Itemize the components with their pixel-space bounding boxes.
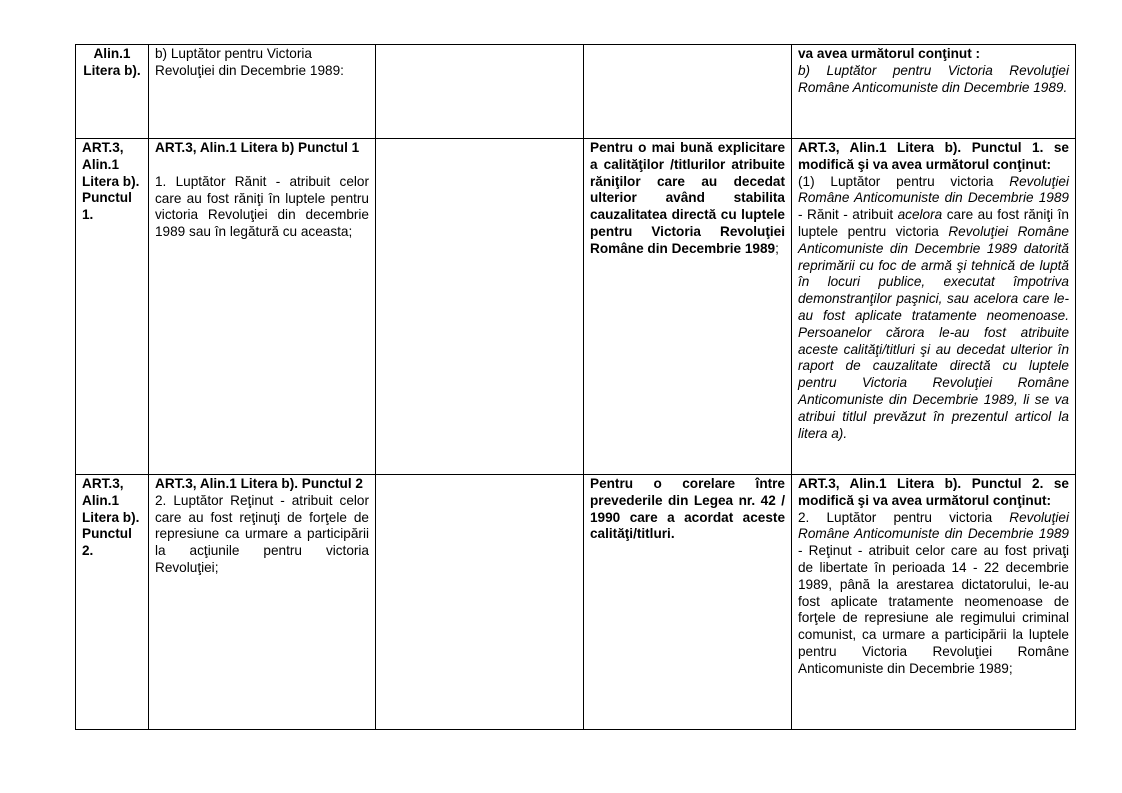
article-reference-cell: ART.3, Alin.1 Litera b). Punctul 1. [76,139,149,475]
article-reference-cell: Alin.1 Litera b). [76,45,149,139]
table-row [76,45,1076,139]
amendment-intro: va avea următorul conţinut : [798,46,981,61]
original-text-cell [149,475,376,730]
amended-text: b) Luptător pentru Victoria Revoluţiei Române Anticomuniste din Decembrie 1989. [798,62,1069,95]
table-row [76,475,1076,730]
empty-cell [376,475,584,730]
amended-text: 2. Luptător pentru victoria Revoluţiei Române Anticomuniste din Decembrie 1989 - Reţinut - atribuit celor care au fost privaţi de libertate în perioada 14 - 22 decembrie 1989, până la arestarea dictatorului, le-au fost aplicate tratamente neomenoase de forţele de represiune ale regimului criminal comunist, ca urmare a participării la luptele pentru Victoria Revoluţiei Române Anticomuniste din Decembrie 1989; [798,509,1069,676]
amendment-table [75,44,1076,730]
original-text: 2. Luptător Reţinut - atribuit celor care au fost reţinuţi de forţele de represiune ca urmare a participării la acţiunile pentru victoria Revoluţiei; [155,492,369,575]
motivation-cell [584,45,792,139]
amended-text-cell [792,45,1076,139]
table-row [76,139,1076,475]
original-text: 1. Luptător Rănit - atribuit celor care au fost răniţi în luptele pentru victoria Revoluţiei din decembrie 1989 sau în legătură cu aceasta; [155,173,369,240]
motivation-cell [584,139,792,475]
original-text-cell [149,45,376,139]
original-text-cell [149,139,376,475]
amended-text-cell [792,475,1076,730]
original-text: b) Luptător pentru Victoria Revoluţiei din Decembrie 1989: [155,46,344,78]
motivation-tail: ; [775,240,779,256]
amended-text: (1) Luptător pentru victoria Revoluţiei Române Anticomuniste din Decembrie 1989 - Rănit - atribuit acelora care au fost răniţi în luptele pentru victoria Revoluţiei Române Anticomuniste din Decembrie 1989 datorită reprimării cu foc de armă şi tehnică de luptă în locuri publice, executat împotriva demonstranţilor paşnici, sau acelora care le-au fost aplicate tratamente neomenoase. Persoanelor cărora le-au fost atribuite aceste calităţi/titluri şi au decedat ulterior în raport de cauzalitate directă cu luptele pentru Victoria Revoluţiei Române Anticomuniste din Decembrie 1989, li se va atribui titlul prevăzut în prezentul articol la litera a). [798,173,1069,441]
amended-text-cell [792,139,1076,475]
original-title: ART.3, Alin.1 Litera b) Punctul 1 [155,140,360,155]
amendment-intro: ART.3, Alin.1 Litera b). Punctul 2. se modifică şi va avea următorul conţinut: [798,476,1069,508]
article-reference-cell: ART.3, Alin.1 Litera b). Punctul 2. [76,475,149,730]
empty-cell [376,45,584,139]
motivation-text: Pentru o corelare între prevederile din Legea nr. 42 / 1990 care a acordat aceste calităţi/titluri. [590,476,785,542]
original-title: ART.3, Alin.1 Litera b). Punctul 2 [155,476,363,491]
empty-cell [376,139,584,475]
motivation-text: Pentru o mai bună explicitare a calităţilor /titlurilor atribuite răniţilor care au decedat ulterior având stabilita cauzalitatea directă cu luptele pentru Victoria Revoluţiei Române din Decembrie 1989 [590,140,785,256]
amendment-intro: ART.3, Alin.1 Litera b). Punctul 1. se modifică şi va avea următorul conţinut: [798,140,1069,172]
motivation-cell [584,475,792,730]
